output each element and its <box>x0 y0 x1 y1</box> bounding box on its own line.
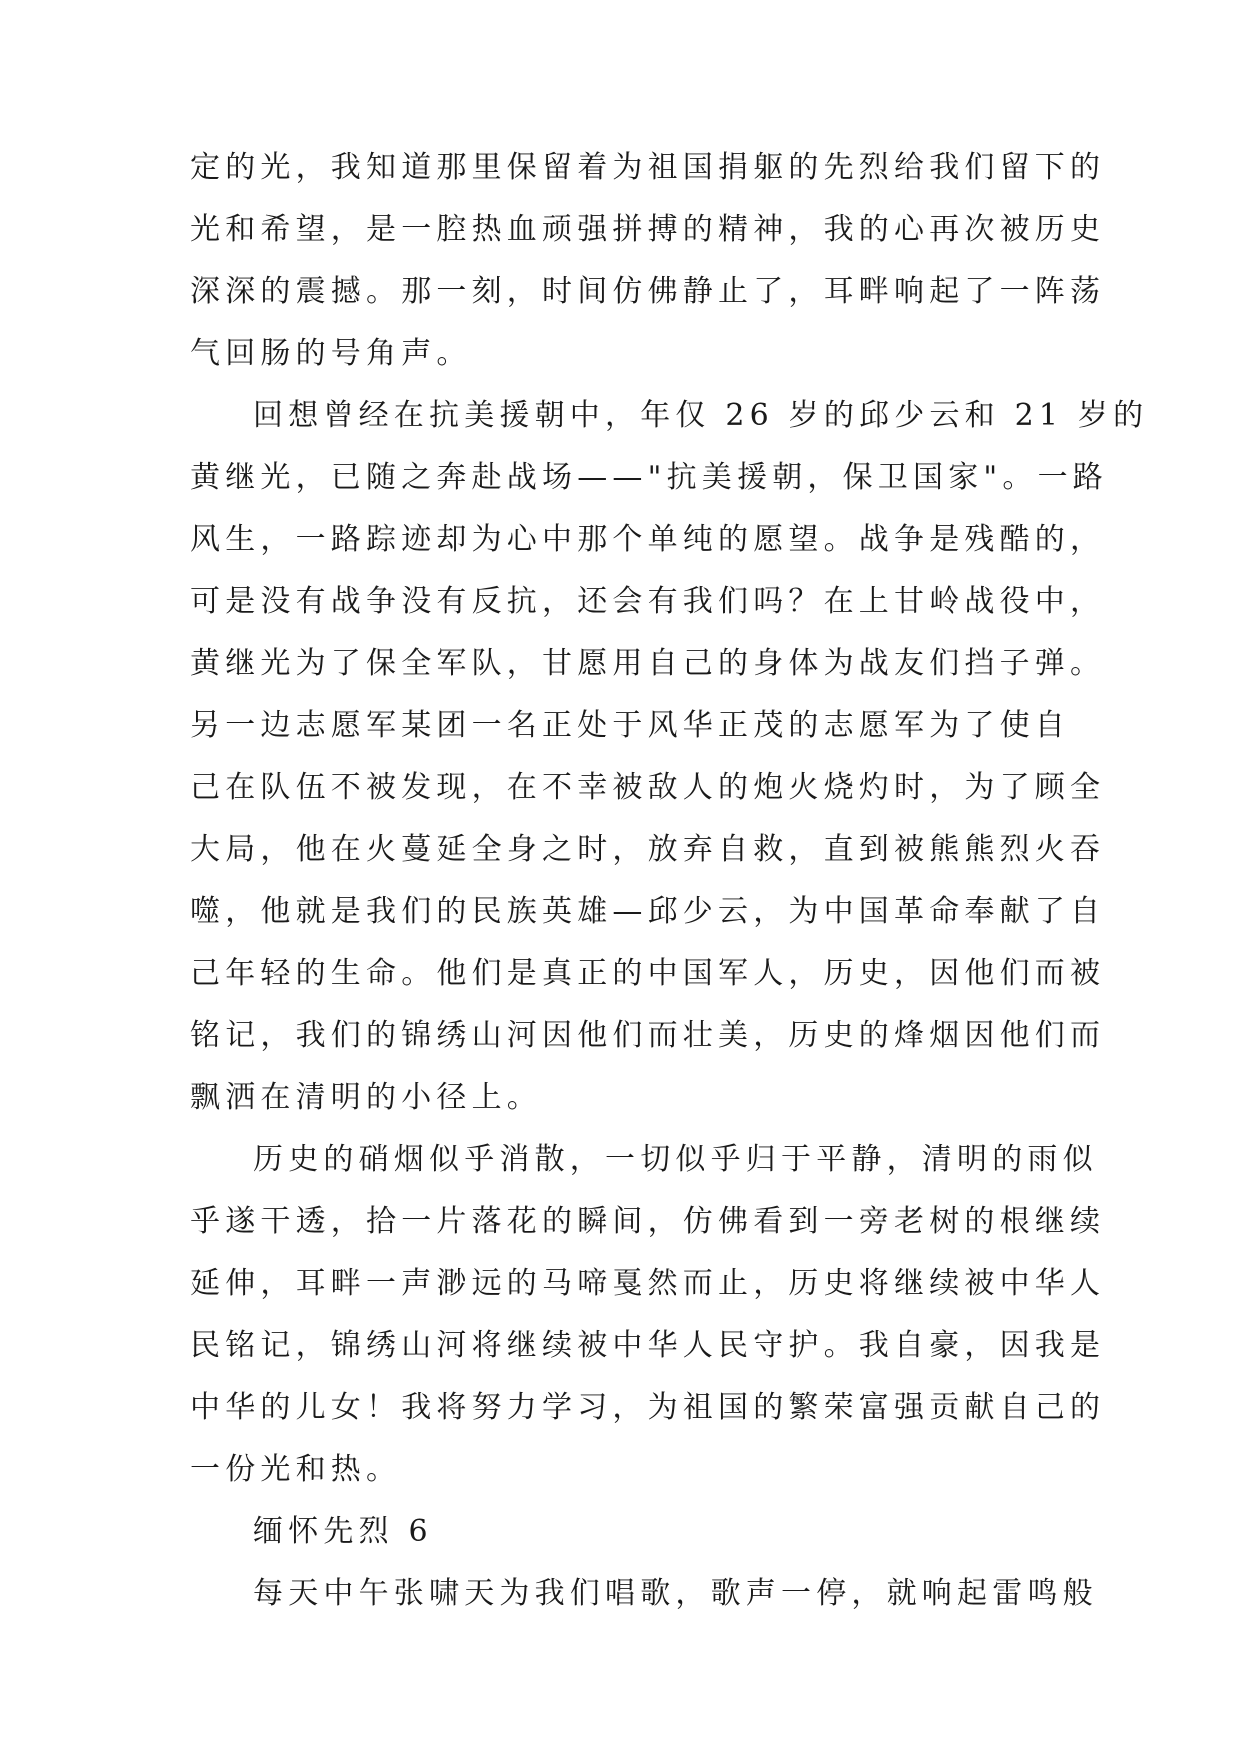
text-line: 大局，他在火蔓延全身之时，放弃自救，直到被熊熊烈火吞 <box>190 832 1106 867</box>
text-line: 黄继光为了保全军队，甘愿用自己的身体为战友们挡子弹。 <box>190 646 1106 681</box>
section-heading: 缅怀先烈 6 <box>253 1514 433 1549</box>
text-line: 己年轻的生命。他们是真正的中国军人，历史，因他们而被 <box>190 956 1106 991</box>
text-line: 己在队伍不被发现，在不幸被敌人的炮火烧灼时，为了顾全 <box>190 770 1106 805</box>
paragraph-first-line: 每天中午张啸天为我们唱歌，歌声一停，就响起雷鸣般 <box>253 1576 1098 1611</box>
paragraph-first-line: 回想曾经在抗美援朝中，年仅 26 岁的邱少云和 21 岁的 <box>253 398 1149 433</box>
text-line: 深深的震撼。那一刻，时间仿佛静止了，耳畔响起了一阵荡 <box>190 274 1106 309</box>
text-line: 风生，一路踪迹却为心中那个单纯的愿望。战争是残酷的， <box>190 522 1106 557</box>
text-line: 光和希望，是一腔热血顽强拼搏的精神，我的心再次被历史 <box>190 212 1106 247</box>
text-line: 乎遂干透，拾一片落花的瞬间，仿佛看到一旁老树的根继续 <box>190 1204 1106 1239</box>
text-line: 延伸，耳畔一声渺远的马啼戛然而止，历史将继续被中华人 <box>190 1266 1106 1301</box>
paragraph-first-line: 历史的硝烟似乎消散，一切似乎归于平静，清明的雨似 <box>253 1142 1098 1177</box>
text-line: 定的光，我知道那里保留着为祖国捐躯的先烈给我们留下的 <box>190 150 1106 185</box>
text-line: 噬，他就是我们的民族英雄—邱少云，为中国革命奉献了自 <box>190 894 1106 929</box>
text-line: 可是没有战争没有反抗，还会有我们吗？在上甘岭战役中， <box>190 584 1106 619</box>
text-line: 铭记，我们的锦绣山河因他们而壮美，历史的烽烟因他们而 <box>190 1018 1106 1053</box>
text-line: 民铭记，锦绣山河将继续被中华人民守护。我自豪，因我是 <box>190 1328 1106 1363</box>
text-line: 黄继光，已随之奔赴战场——"抗美援朝，保卫国家"。一路 <box>190 460 1108 495</box>
text-line: 中华的儿女！我将努力学习，为祖国的繁荣富强贡献自己的 <box>190 1390 1106 1425</box>
text-line: 飘洒在清明的小径上。 <box>190 1080 542 1115</box>
text-line: 气回肠的号角声。 <box>190 336 472 371</box>
text-line: 一份光和热。 <box>190 1452 402 1487</box>
text-line: 另一边志愿军某团一名正处于风华正茂的志愿军为了使自 <box>190 708 1070 743</box>
